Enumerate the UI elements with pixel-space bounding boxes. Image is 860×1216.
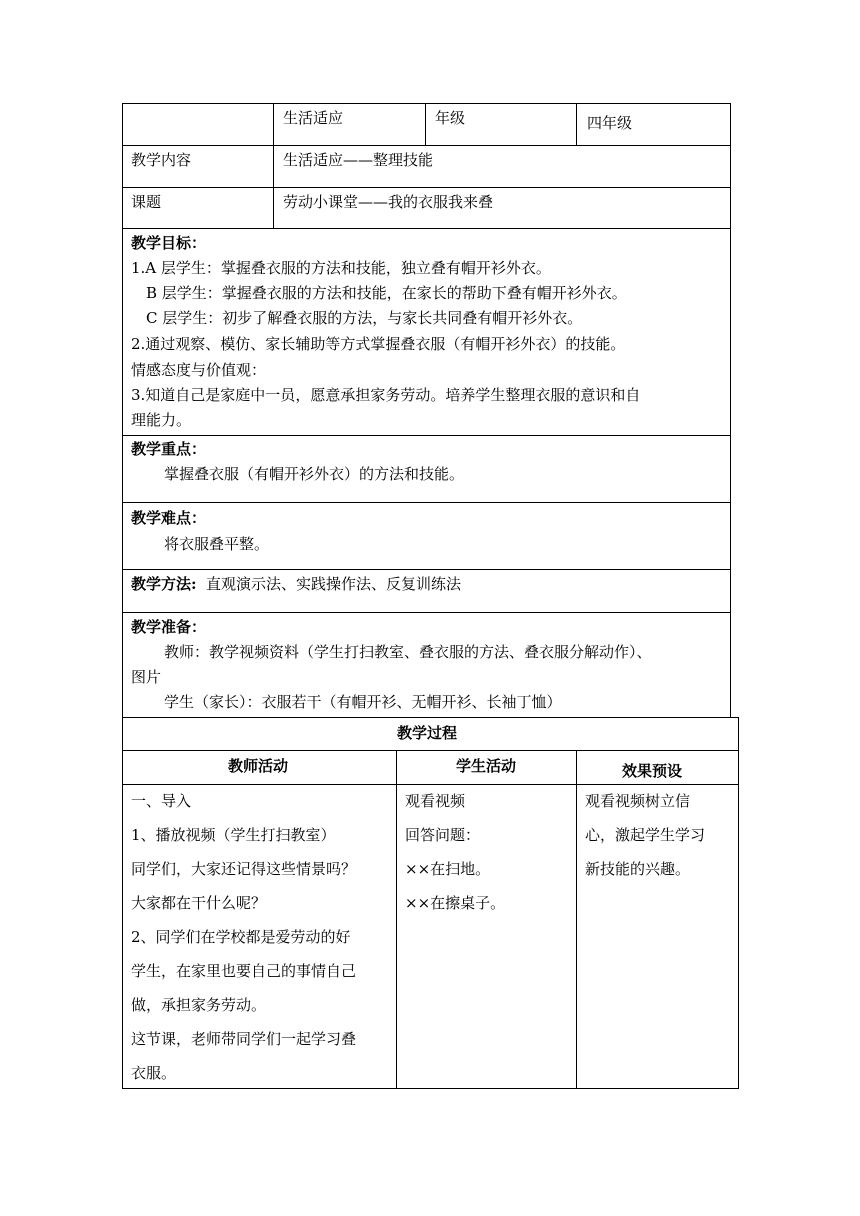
teacher-line: 大家都在干什么呢？ <box>131 894 267 912</box>
effect-line: 新技能的兴趣。 <box>585 860 691 878</box>
topic-value: 劳动小课堂——我的衣服我来叠 <box>283 193 494 211</box>
student-line: 回答问题： <box>405 826 481 844</box>
difficulties-text: 将衣服叠平整。 <box>164 535 270 553</box>
teacher-line: 同学们，大家还记得这些情景吗？ <box>131 860 357 878</box>
objective-line-6: 3.知道自己是家庭中一员，愿意承担家务劳动。培养学生整理衣服的意识和自 <box>131 386 641 404</box>
subject-value: 生活适应 <box>283 109 344 127</box>
key-points-title: 教学重点： <box>131 440 207 458</box>
preparation-student: 学生（家长）：衣服若干（有帽开衫、无帽开衫、长袖丁恤） <box>164 693 562 711</box>
objective-line-5: 情感态度与价值观： <box>131 361 267 379</box>
methods-text: 直观演示法、实践操作法、反复训练法 <box>206 575 462 593</box>
objective-line-7: 理能力。 <box>131 411 192 429</box>
objective-line-4: 2.通过观察、模仿、家长辅助等方式掌握叠衣服（有帽开衫外衣）的技能。 <box>131 335 626 353</box>
student-line: ××在擦桌子。 <box>405 894 506 912</box>
grade-value: 四年级 <box>587 114 633 132</box>
col-effect-preset: 效果预设 <box>622 762 683 780</box>
student-line: ××在扫地。 <box>405 860 491 878</box>
teacher-line: 学生，在家里也要自己的事情自己 <box>131 962 357 980</box>
objective-line-2: B 层学生：掌握叠衣服的方法和技能，在家长的帮助下叠有帽开衫外衣。 <box>146 284 627 302</box>
effect-line: 心，激起学生学习 <box>585 826 706 844</box>
col-student-activity: 学生活动 <box>456 757 517 775</box>
grade-label: 年级 <box>435 109 466 127</box>
preparation-title: 教学准备： <box>131 618 207 636</box>
content-label: 教学内容 <box>131 151 192 169</box>
topic-label: 课题 <box>131 193 162 211</box>
process-title: 教学过程 <box>397 724 458 742</box>
teacher-line: 做，承担家务劳动。 <box>131 996 267 1014</box>
methods-title: 教学方法: <box>131 575 197 593</box>
preparation-teacher: 教师：教学视频资料（学生打扫教室、叠衣服的方法、叠衣服分解动作）、 <box>164 643 652 661</box>
content-value: 生活适应——整理技能 <box>283 151 434 169</box>
teacher-line: 2、同学们在学校都是爱劳动的好 <box>131 928 351 946</box>
col-teacher-activity: 教师活动 <box>228 757 289 775</box>
objective-line-1: 1.A 层学生：掌握叠衣服的方法和技能，独立叠有帽开衫外衣。 <box>131 259 551 277</box>
difficulties-title: 教学难点： <box>131 509 207 527</box>
preparation-teacher-cont: 图片 <box>131 668 162 686</box>
teacher-line: 1、播放视频（学生打扫教室） <box>131 826 336 844</box>
teacher-line: 这节课，老师带同学们一起学习叠 <box>131 1030 357 1048</box>
objectives-title: 教学目标： <box>131 234 207 252</box>
objective-line-3: C 层学生：初步了解叠衣服的方法，与家长共同叠有帽开衫外衣。 <box>146 309 583 327</box>
teacher-line: 衣服。 <box>131 1064 177 1082</box>
teacher-line: 一、导入 <box>131 792 192 810</box>
key-points-text: 掌握叠衣服（有帽开衫外衣）的方法和技能。 <box>164 465 465 483</box>
student-line: 观看视频 <box>405 792 466 810</box>
effect-line: 观看视频树立信 <box>585 792 691 810</box>
